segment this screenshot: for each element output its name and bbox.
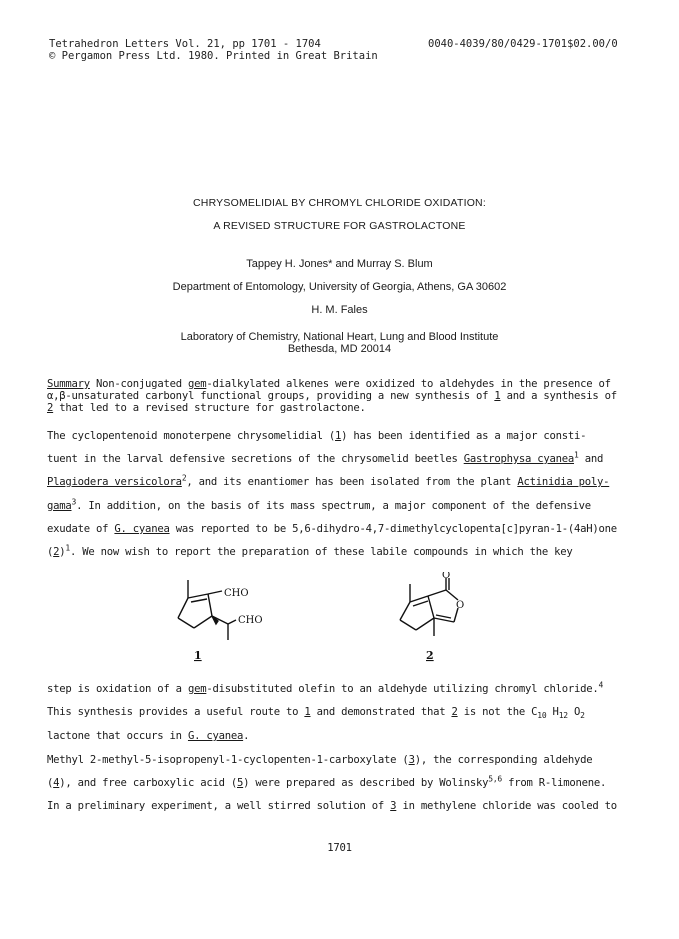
summary-line: 2 that led to a revised structure for gastrolactone. — [47, 402, 366, 414]
compound-label-2: 2 — [426, 649, 434, 662]
body-text-line: The cyclopentenoid monoterpene chrysomelidial (1) has been identified as a major consti- — [47, 430, 587, 442]
body-text-line: Plagiodera versicolora$^2$, and its enantiomer has been isolated from the plant Actinidia poly- — [47, 473, 610, 488]
cho-label: CHO — [238, 615, 263, 626]
page-number: 1701 — [327, 842, 352, 854]
structure-2-gastrolactone — [400, 578, 458, 636]
body-text-line: exudate of G. cyanea was reported to be 5,6-dihydro-4,7-dimethylcyclopenta[c]pyran-1-(4aH)one — [47, 523, 617, 535]
chemical-structures-figure — [150, 572, 530, 664]
article-code: 0040-4039/80/0429-1701$02.00/0 — [428, 38, 618, 50]
copyright-line: © Pergamon Press Ltd. 1980. Printed in Great Britain — [49, 50, 378, 62]
body-text-line: (4), and free carboxylic acid (5) were prepared as described by Wolinsky$^{5,6}$ from R-limonene. — [47, 774, 607, 789]
author-names: Tappey H. Jones* and Murray S. Blum — [246, 258, 433, 270]
carbonyl-oxygen-label: O — [442, 572, 451, 581]
body-text-line: This synthesis provides a useful route to 1 and demonstrated that 2 is not the $C_{10}$ $H_{12}$ $O_2$ — [47, 706, 585, 721]
author-names-2: H. M. Fales — [311, 304, 368, 316]
summary-line: α,β-unsaturated carbonyl functional groups, providing a new synthesis of 1 and a synthesis of — [47, 390, 617, 402]
paper-title-line2: A REVISED STRUCTURE FOR GASTROLACTONE — [213, 220, 466, 232]
paper-title-line1: CHRYSOMELIDIAL BY CHROMYL CHLORIDE OXIDATION: — [193, 197, 486, 209]
summary-line: Summary Non-conjugated gem-dialkylated alkenes were oxidized to aldehydes in the presence of — [47, 378, 611, 390]
cho-label: CHO — [224, 588, 249, 599]
author-affiliation: Department of Entomology, University of Georgia, Athens, GA 30602 — [172, 281, 507, 293]
compound-label-1: 1 — [194, 649, 202, 662]
body-text-line: step is oxidation of a gem-disubstituted olefin to an aldehyde utilizing chromyl chloride.$^4$ — [47, 680, 604, 695]
author-affiliation-2b: Bethesda, MD 20014 — [287, 343, 392, 355]
journal-citation: Tetrahedron Letters Vol. 21, pp 1701 - 1704 — [49, 38, 321, 50]
body-text-line: In a preliminary experiment, a well stirred solution of 3 in methylene chloride was cooled to — [47, 800, 617, 812]
body-text-line: lactone that occurs in G. cyanea. — [47, 730, 250, 742]
author-affiliation-2: Laboratory of Chemistry, National Heart, Lung and Blood Institute — [180, 331, 499, 343]
ring-oxygen-label: O — [456, 600, 465, 611]
body-text-line: $(2)^1$. We now wish to report the preparation of these labile compounds in which the key — [47, 543, 573, 558]
body-text-line: tuent in the larval defensive secretions of the chrysomelid beetles Gastrophysa cyanea$^1$ and — [47, 450, 604, 465]
body-text-line: Methyl 2-methyl-5-isopropenyl-1-cyclopenten-1-carboxylate (3), the corresponding aldehyde — [47, 754, 593, 766]
body-text-line: gama$^3$. In addition, on the basis of its mass spectrum, a major component of the defensive — [47, 497, 591, 512]
